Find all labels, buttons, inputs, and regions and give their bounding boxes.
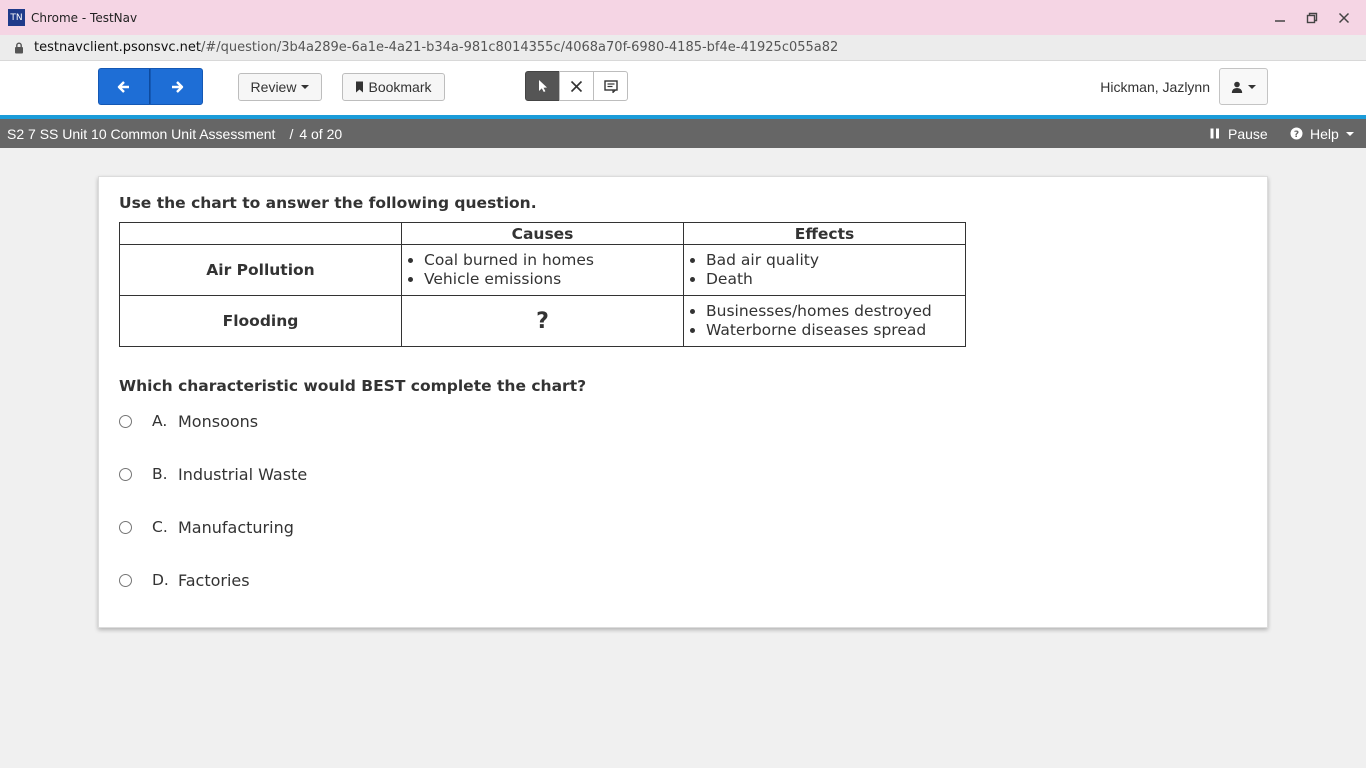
notepad-icon <box>604 80 618 93</box>
review-dropdown-button[interactable] <box>238 73 322 101</box>
air-pollution-causes <box>402 245 684 296</box>
option-letter: D. <box>152 571 169 589</box>
test-name: S2 7 SS Unit 10 Common Unit Assessment <box>7 125 276 142</box>
list-item: • Vehicle emissions <box>424 270 683 289</box>
pointer-icon <box>537 79 549 93</box>
test-toolbar <box>0 61 1366 115</box>
minimize-icon <box>1274 12 1286 24</box>
close-window-button[interactable] <box>1328 0 1360 35</box>
user-icon <box>1231 81 1243 93</box>
flooding-causes-unknown: ? <box>402 296 684 347</box>
chart-header-blank <box>120 223 402 245</box>
list-item: • Businesses/homes destroyed <box>706 302 965 321</box>
list-item: • Death <box>706 270 965 289</box>
url-text <box>34 40 838 55</box>
help-label: Help <box>1310 125 1339 142</box>
chart-header-effects: Effects <box>684 223 966 245</box>
user-menu-button[interactable] <box>1219 68 1268 105</box>
previous-question-button[interactable] <box>98 68 150 105</box>
option-letter: B. <box>152 465 168 483</box>
answer-option-c[interactable] <box>119 515 294 539</box>
pointer-tool-button[interactable] <box>525 71 560 101</box>
pause-label: Pause <box>1228 125 1268 142</box>
option-letter: A. <box>152 412 168 430</box>
option-text: Factories <box>178 570 250 590</box>
chart-header-row <box>120 223 966 245</box>
address-bar[interactable] <box>0 35 1366 61</box>
minimize-button[interactable] <box>1264 0 1296 35</box>
arrow-right-icon <box>170 80 184 94</box>
question-stem: Which characteristic would BEST complete the chart? <box>119 377 587 395</box>
close-icon <box>1338 12 1350 24</box>
window-title: Chrome - TestNav <box>31 10 138 25</box>
bookmark-icon <box>355 81 364 93</box>
bookmark-button[interactable] <box>342 73 445 101</box>
list-item: • Coal burned in homes <box>424 251 683 270</box>
caret-down-icon <box>1248 85 1256 89</box>
answer-option-b[interactable] <box>119 462 307 486</box>
list-item: • Bad air quality <box>706 251 965 270</box>
radio-button-a[interactable] <box>119 415 132 428</box>
arrow-left-icon <box>117 80 131 94</box>
option-text: Monsoons <box>178 411 259 431</box>
restore-button[interactable] <box>1296 0 1328 35</box>
option-text: Manufacturing <box>178 517 294 537</box>
test-status-bar <box>0 119 1366 148</box>
window-controls <box>1264 0 1360 35</box>
causes-effects-chart <box>119 222 966 347</box>
pause-button[interactable] <box>1210 119 1268 148</box>
counter-separator: / <box>289 125 294 142</box>
question-counter: 4 of 20 <box>299 125 343 142</box>
lock-icon <box>12 41 26 55</box>
cross-out-icon <box>570 80 583 93</box>
answer-option-a[interactable] <box>119 409 258 433</box>
review-label: Review <box>250 79 297 95</box>
bookmark-label: Bookmark <box>368 79 432 95</box>
testnav-app-icon: TN <box>8 9 25 26</box>
radio-button-b[interactable] <box>119 468 132 481</box>
option-letter: C. <box>152 518 168 536</box>
answer-option-d[interactable] <box>119 568 250 592</box>
answer-tools-group <box>525 71 628 101</box>
restore-icon <box>1306 12 1318 24</box>
question-circle-icon <box>1290 127 1303 140</box>
table-row <box>120 245 966 296</box>
chart-header-causes: Causes <box>402 223 684 245</box>
window-title-bar <box>0 0 1366 35</box>
help-dropdown-button[interactable] <box>1290 119 1354 148</box>
air-pollution-effects <box>684 245 966 296</box>
student-name: Hickman, Jazlynn <box>1100 79 1210 95</box>
list-item: • Waterborne diseases spread <box>706 321 965 340</box>
next-question-button[interactable] <box>150 68 203 105</box>
flooding-effects <box>684 296 966 347</box>
radio-button-c[interactable] <box>119 521 132 534</box>
question-prompt: Use the chart to answer the following question. <box>119 194 537 212</box>
row-label-flooding: Flooding <box>120 296 402 347</box>
question-nav-group <box>98 68 203 105</box>
option-text: Industrial Waste <box>178 464 308 484</box>
row-label-air-pollution: Air Pollution <box>120 245 402 296</box>
svg-text:?: ? <box>1293 130 1300 140</box>
answer-eliminator-button[interactable] <box>559 71 594 101</box>
caret-down-icon <box>301 85 309 89</box>
notepad-tool-button[interactable] <box>593 71 628 101</box>
radio-button-d[interactable] <box>119 574 132 587</box>
question-card <box>98 176 1268 628</box>
url-path: /#/question/3b4a289e-6a1e-4a21-b34a-981c8014355c/4068a70f-6980-4185-bf4e-41925c055a82 <box>201 40 839 55</box>
url-host: testnavclient.psonsvc.net <box>34 40 202 55</box>
pause-icon <box>1210 128 1220 139</box>
table-row <box>120 296 966 347</box>
caret-down-icon <box>1346 132 1354 136</box>
